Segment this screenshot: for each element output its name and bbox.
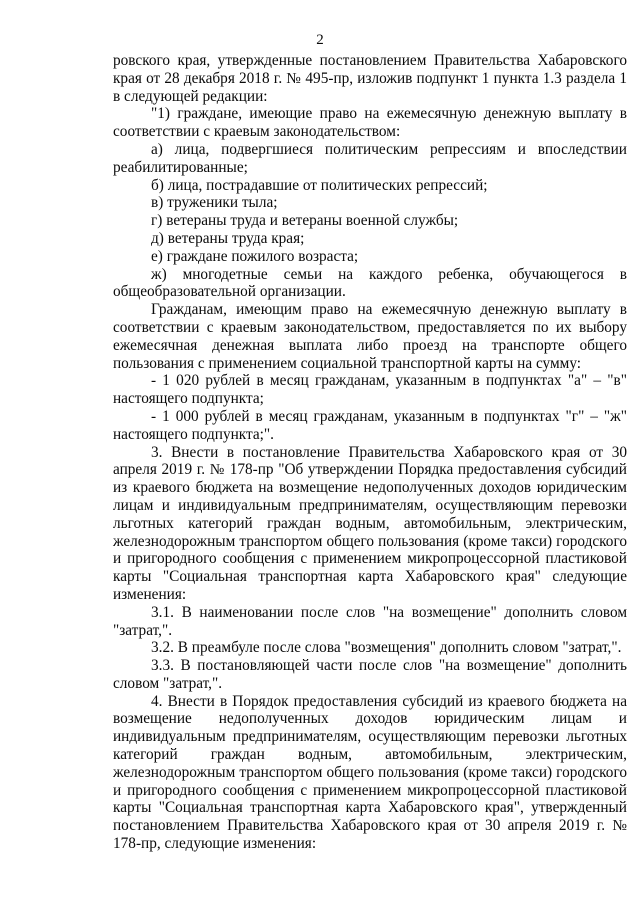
paragraph: Гражданам, имеющим право на ежемесячную денежную выплату в соответствии с краевым законодательством, предоставляется по их выбору ежемесячная денежная выплата либо проезд на транспорте общего пользования с применением социальной транспортной карты на сумму: [113,301,627,372]
list-item: 3.3. В постановляющей части после слов "на возмещение" дополнить словом "затрат,". [113,657,627,692]
paragraph: "1) граждане, имеющие право на ежемесячную денежную выплату в соответствии с краевым законодательством: [113,105,627,141]
list-item: а) лица, подвергшиеся политическим репрессиям и впоследствии реабилитированные; [113,140,627,176]
list-item: 3.1. В наименовании после слов "на возмещение" дополнить словом "затрат,". [113,603,627,639]
page-number: 2 [316,32,324,48]
list-item: б) лица, пострадавшие от политических репрессий; [151,176,488,194]
list-item: д) ветераны труда края; [151,229,305,247]
paragraph: 4. Внести в Порядок предоставления субсидий из краевого бюджета на возмещение недополученных доходов юридическим лицам и индивидуальным предпринимателям, осуществляющим перевозки льготных категорий граждан водным, автомобильным, электрическим, железнодорожным транспортом общего пользования (кроме такси) городского и пригородного сообщения с применением микропроцессорной пластиковой карты "Социальная транспортная карта Хабаровского края", утвержденный постановлением Правительства Хабаровского края от 30 апреля 2019 г. № 178-пр, следующие изменения: [113,692,627,853]
document-body [113,52,627,853]
paragraph: ровского края, утвержденные постановлением Правительства Хабаровского края от 28 декабря 2018 г. № 495-пр, изложив подпункт 1 пункта 1.3 раздела 1 в следующей редакции: [113,52,627,105]
list-item: в) труженики тыла; [151,194,278,212]
list-item: - 1 000 рублей в месяц гражданам, указанным в подпунктах "г" – "ж" настоящего подпункта;". [113,407,627,443]
list-item: г) ветераны труда и ветераны военной службы; [151,212,459,230]
list-item: ж) многодетные семьи на каждого ребенка, обучающегося в общеобразовательной организации. [113,265,627,301]
list-item: - 1 020 рублей в месяц гражданам, указанным в подпунктах "а" – "в" настоящего подпункта; [113,372,627,408]
list-item: е) граждане пожилого возраста; [151,247,359,265]
list-item: 3.2. В преамбуле после слова "возмещения" дополнить словом "затрат,". [151,639,622,657]
paragraph: 3. Внести в постановление Правительства Хабаровского края от 30 апреля 2019 г. № 178-пр "Об утверждении Порядка предоставления субсидий из краевого бюджета на возмещение недополученных доходов юридическим лицам и индивидуальным предпринимателям, осуществляющим перевозки льготных категорий граждан водным, автомобильным, электрическим, железнодорожным транспортом общего пользования (кроме такси) городского и пригородного сообщения с применением микропроцессорной пластиковой карты "Социальная транспортная карта Хабаровского края" следующие изменения: [113,443,627,603]
